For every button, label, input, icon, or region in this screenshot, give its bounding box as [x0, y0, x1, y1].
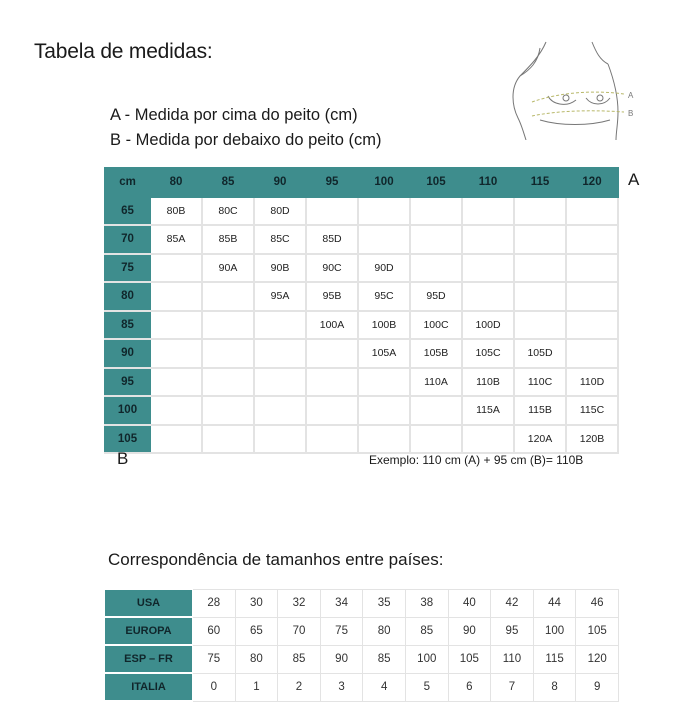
size-cell: [462, 225, 514, 254]
size-cell: [202, 368, 254, 397]
axis-label-a: A: [628, 170, 640, 189]
size-cell: [358, 396, 410, 425]
size-cell: [150, 425, 202, 454]
country-size-cell: 9: [576, 673, 619, 701]
size-cell: [306, 425, 358, 454]
size-cell: [566, 254, 618, 283]
country-size-cell: 110: [491, 645, 534, 673]
size-cell: 95B: [306, 282, 358, 311]
legend-b: B - Medida por debaixo do peito (cm): [110, 131, 382, 149]
size-cell: 120B: [566, 425, 618, 454]
country-size-cell: 30: [235, 590, 278, 618]
illus-label-a: A: [628, 91, 634, 100]
country-size-cell: 65: [235, 617, 278, 645]
size-row: [105, 368, 618, 397]
size-cell: 115A: [462, 396, 514, 425]
size-cell: [566, 225, 618, 254]
size-cell: 80C: [202, 197, 254, 226]
row-header: 100: [105, 396, 150, 425]
size-cell: [410, 197, 462, 226]
size-cell: [566, 197, 618, 226]
size-row: [105, 311, 618, 340]
size-cell: [410, 225, 462, 254]
size-cell: 80B: [150, 197, 202, 226]
size-cell: [306, 396, 358, 425]
chest-left: [548, 96, 576, 104]
country-size-cell: 90: [320, 645, 363, 673]
country-row: [105, 617, 619, 645]
size-cell: [462, 197, 514, 226]
country-size-cell: 70: [278, 617, 321, 645]
country-label: EUROPA: [105, 617, 193, 645]
size-cell: [306, 339, 358, 368]
size-cell: [254, 425, 306, 454]
country-size-cell: 38: [405, 590, 448, 618]
size-cell: 90C: [306, 254, 358, 283]
row-header: 85: [105, 311, 150, 340]
row-header: 90: [105, 339, 150, 368]
country-row: [105, 645, 619, 673]
size-cell: 105B: [410, 339, 462, 368]
country-size-cell: 95: [491, 617, 534, 645]
size-cell: [514, 254, 566, 283]
size-row: [105, 282, 618, 311]
col-header: 110: [462, 168, 514, 197]
size-cell: [566, 282, 618, 311]
size-cell: [150, 339, 202, 368]
country-size-cell: 40: [448, 590, 491, 618]
country-size-cell: 100: [533, 617, 576, 645]
size-cell: 100B: [358, 311, 410, 340]
country-table: [104, 589, 619, 702]
size-cell: 110B: [462, 368, 514, 397]
country-label: USA: [105, 590, 193, 618]
nipple-right: [597, 95, 603, 101]
size-cell: [514, 197, 566, 226]
size-cell: [462, 425, 514, 454]
neck-right: [592, 42, 608, 64]
page-title: Tabela de medidas:: [34, 40, 213, 63]
size-cell: [202, 311, 254, 340]
size-cell: [514, 282, 566, 311]
size-cell: 110D: [566, 368, 618, 397]
country-size-cell: 75: [320, 617, 363, 645]
country-size-cell: 85: [278, 645, 321, 673]
size-cell: 80D: [254, 197, 306, 226]
size-cell: 110A: [410, 368, 462, 397]
size-cell: [202, 425, 254, 454]
country-size-cell: 44: [533, 590, 576, 618]
country-subtitle: Correspondência de tamanhos entre países:: [108, 550, 444, 569]
size-row: [105, 254, 618, 283]
body-outline-right: [608, 64, 618, 140]
legend-a: A - Medida por cima do peito (cm): [110, 106, 358, 124]
size-cell: [150, 368, 202, 397]
size-table-header-row: [105, 168, 618, 197]
size-cell: [410, 254, 462, 283]
country-size-cell: 32: [278, 590, 321, 618]
size-cell: [202, 282, 254, 311]
country-size-cell: 115: [533, 645, 576, 673]
size-cell: 95D: [410, 282, 462, 311]
size-cell: [150, 396, 202, 425]
size-cell: [462, 254, 514, 283]
size-cell: [254, 396, 306, 425]
bust-illustration: [500, 40, 650, 140]
axis-label-b: B: [117, 449, 129, 468]
size-table: [104, 167, 619, 454]
row-header: 65: [105, 197, 150, 226]
country-size-cell: 7: [491, 673, 534, 701]
size-cell: 95C: [358, 282, 410, 311]
size-cell: [150, 311, 202, 340]
size-cell: [358, 425, 410, 454]
size-row: [105, 339, 618, 368]
country-size-cell: 6: [448, 673, 491, 701]
col-header: 95: [306, 168, 358, 197]
size-cell: [202, 339, 254, 368]
country-size-cell: 1: [235, 673, 278, 701]
size-cell: [514, 225, 566, 254]
size-row: [105, 396, 618, 425]
size-row: [105, 225, 618, 254]
country-size-cell: 46: [576, 590, 619, 618]
col-header: 90: [254, 168, 306, 197]
country-label: ESP – FR: [105, 645, 193, 673]
row-header: 75: [105, 254, 150, 283]
row-header: 80: [105, 282, 150, 311]
size-cell: 105C: [462, 339, 514, 368]
col-header: 100: [358, 168, 410, 197]
country-size-cell: 4: [363, 673, 406, 701]
country-size-cell: 2: [278, 673, 321, 701]
size-cell: 90D: [358, 254, 410, 283]
country-size-cell: 60: [193, 617, 236, 645]
country-size-cell: 75: [193, 645, 236, 673]
country-size-cell: 80: [363, 617, 406, 645]
country-size-cell: 100: [405, 645, 448, 673]
country-label: ITALIA: [105, 673, 193, 701]
size-cell: [150, 254, 202, 283]
col-header: 115: [514, 168, 566, 197]
country-size-cell: 105: [448, 645, 491, 673]
example-text: Exemplo: 110 cm (A) + 95 cm (B)= 110B: [369, 453, 584, 467]
size-cell: [358, 197, 410, 226]
col-header: 105: [410, 168, 462, 197]
size-cell: [358, 368, 410, 397]
size-cell: 115B: [514, 396, 566, 425]
measure-b-line: [532, 111, 624, 116]
country-table-body: [105, 590, 619, 702]
measure-a-line: [532, 92, 624, 102]
country-row: [105, 590, 619, 618]
size-cell: [462, 282, 514, 311]
size-cell: 85C: [254, 225, 306, 254]
country-size-cell: 90: [448, 617, 491, 645]
size-cell: [410, 396, 462, 425]
country-size-cell: 5: [405, 673, 448, 701]
country-row: [105, 673, 619, 701]
size-cell: 100C: [410, 311, 462, 340]
country-size-cell: 28: [193, 590, 236, 618]
size-cell: 95A: [254, 282, 306, 311]
size-cell: [150, 282, 202, 311]
row-header: 105: [105, 425, 150, 454]
col-header: 120: [566, 168, 618, 197]
row-header: 70: [105, 225, 150, 254]
size-cell: [566, 311, 618, 340]
size-cell: 85B: [202, 225, 254, 254]
size-cell: [410, 425, 462, 454]
nipple-left: [563, 95, 569, 101]
size-cell: [514, 311, 566, 340]
country-size-cell: 120: [576, 645, 619, 673]
size-cell: [306, 197, 358, 226]
body-outline-left: [513, 42, 546, 140]
row-header: 95: [105, 368, 150, 397]
size-cell: 85D: [306, 225, 358, 254]
country-size-cell: 35: [363, 590, 406, 618]
col-header: 85: [202, 168, 254, 197]
country-size-cell: 8: [533, 673, 576, 701]
country-size-cell: 80: [235, 645, 278, 673]
size-cell: [254, 339, 306, 368]
country-size-cell: 42: [491, 590, 534, 618]
size-row: [105, 425, 618, 454]
size-cell: 100D: [462, 311, 514, 340]
size-cell: 90A: [202, 254, 254, 283]
country-size-cell: 85: [363, 645, 406, 673]
size-row: [105, 197, 618, 226]
size-cell: 120A: [514, 425, 566, 454]
size-cell: 110C: [514, 368, 566, 397]
country-size-cell: 34: [320, 590, 363, 618]
col-header: 80: [150, 168, 202, 197]
illus-label-b: B: [628, 109, 634, 118]
chest-right: [586, 98, 610, 104]
belly-line: [540, 120, 610, 125]
size-table-body: [105, 197, 618, 454]
size-cell: [202, 396, 254, 425]
size-cell: 105D: [514, 339, 566, 368]
size-cell: 115C: [566, 396, 618, 425]
size-cell: 85A: [150, 225, 202, 254]
size-cell: 105A: [358, 339, 410, 368]
size-cell: [254, 368, 306, 397]
arm-left: [520, 48, 540, 76]
country-size-cell: 0: [193, 673, 236, 701]
country-size-cell: 105: [576, 617, 619, 645]
country-size-cell: 3: [320, 673, 363, 701]
size-cell: [306, 368, 358, 397]
size-cell: 90B: [254, 254, 306, 283]
size-cell: [566, 339, 618, 368]
size-table-corner: cm: [105, 168, 150, 197]
size-cell: 100A: [306, 311, 358, 340]
size-cell: [358, 225, 410, 254]
size-cell: [254, 311, 306, 340]
country-size-cell: 85: [405, 617, 448, 645]
